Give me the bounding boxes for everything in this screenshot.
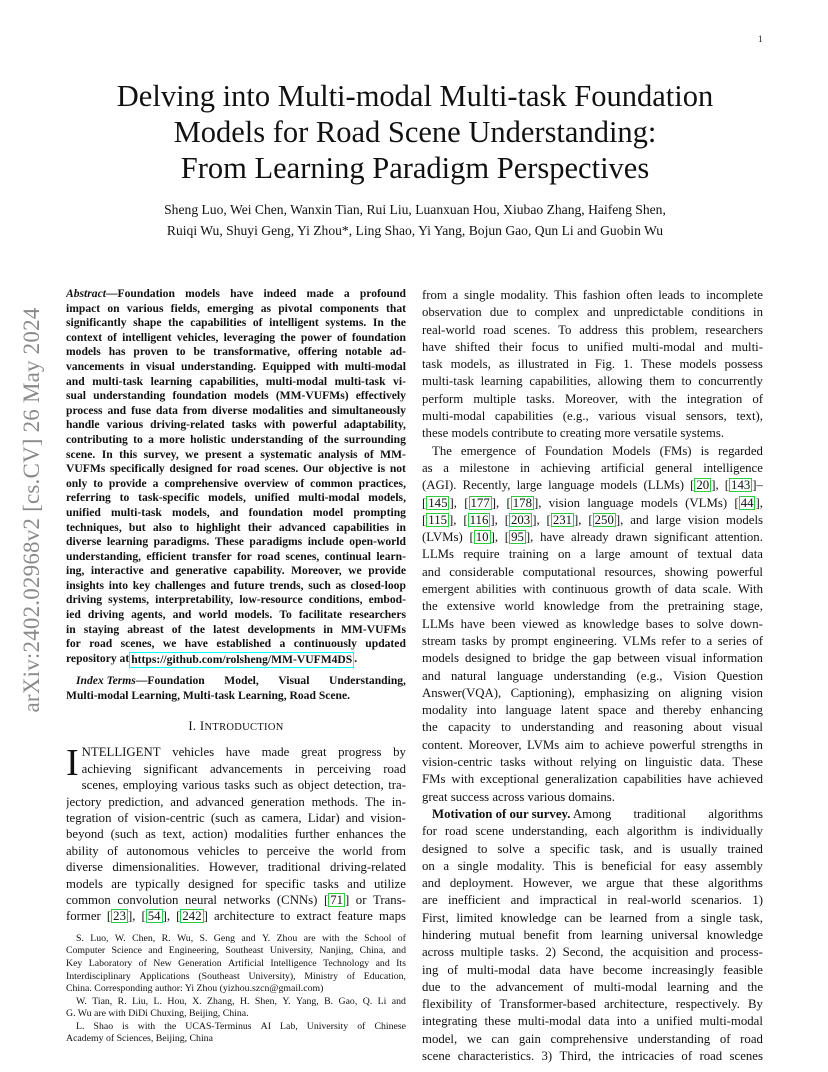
abstract-line: repository at https://github.com/rolsheng/MM-VUFM4DS . xyxy=(66,652,406,669)
abstract-line: context of intelligent vehicles, leveraging the power of foundation xyxy=(66,330,406,344)
title-line: From Learning Paradigm Perspectives xyxy=(180,151,650,185)
index-terms-line: Index Terms—Foundation Model, Visual Understanding, xyxy=(76,674,406,688)
body-line: on a single modality. This is beneficial for easy assembly xyxy=(422,858,763,873)
body-line: [ 145 ], [ 177 ], [ 178 ], vision language models (VLMs) [ 44 ], xyxy=(422,495,763,510)
body-line: stream tasks by prompt engineering. VLMs refer to a series of xyxy=(422,633,763,648)
body-line: LLMs have been viewed as knowledge bases to solve down- xyxy=(422,616,763,631)
abstract-line: impact on various fields, emerging as pivotal components that xyxy=(66,301,406,315)
arxiv-stamp-text: arXiv:2402.02968v2 [cs.CV] 26 May 2024 xyxy=(19,307,44,713)
footnote-line: W. Tian, R. Liu, L. Hou, X. Zhang, H. Shen, Y. Yang, B. Gao, Q. Li and xyxy=(76,995,406,1007)
title-line: Delving into Multi-modal Multi-task Foundation xyxy=(116,79,714,113)
intro-line: ability of autonomous vehicles to perceive the world from xyxy=(66,843,406,858)
body-line: observation due to complex and unpredictable conditions in xyxy=(422,305,763,320)
body-line: emergent abilities with continuous growth of data scale. With xyxy=(422,582,763,597)
body-line: across multiple tasks. 2) Second, the acquisition and process- xyxy=(422,945,763,960)
abstract-line: handle various driving-related tasks with powerful adaptability, xyxy=(66,418,406,432)
right-column xyxy=(422,287,763,1065)
intro-line: tegration of vision-centric (such as camera, Lidar) and vision- xyxy=(66,810,406,825)
intro-line: NTELLIGENT vehicles have made great progress by xyxy=(81,745,406,760)
body-line: [ 115 ], [ 116 ], [ 203 ], [ 231 ], [ 250 ], and large vision models xyxy=(422,512,763,527)
abstract-line: unified multi-task models, and foundation model prompting xyxy=(66,505,406,519)
abstract-line: for road scenes, we have established a continuously updated xyxy=(66,637,406,651)
intro-line: achieving significant advancements in perceiving road xyxy=(81,761,406,776)
footnote-line: China. Corresponding author: Yi Zhou (yizhou.szcn@gmail.com) xyxy=(66,983,324,995)
body-line: are inefficient and impractical in real-world scenarios. 1) xyxy=(422,893,763,908)
author-line: Sheng Luo, Wei Chen, Wanxin Tian, Rui Liu, Luanxuan Hou, Xiubao Zhang, Haifeng Shen, xyxy=(164,202,666,217)
intro-paragraph xyxy=(66,744,406,924)
drop-cap: I xyxy=(66,742,79,785)
body-line: from a single modality. This fashion often leads to incomplete xyxy=(422,288,763,302)
footnote-line: Interdisciplinary Applications (Southeast University), Ministry of Education, xyxy=(66,970,406,982)
intro-line: beyond (such as text, action) modalities further enhances the xyxy=(66,827,406,842)
body-line: modality into language latent space and thereby enhancing xyxy=(422,703,763,718)
body-line: flexibility of Transformer-based architecture, respectively. By xyxy=(422,997,763,1012)
body-line: the extensive world knowledge from the pretraining stage, xyxy=(422,599,763,614)
abstract-line: techniques, but also to highlight their advanced capabilities in xyxy=(66,520,406,534)
abstract-line: process and fuse data from diverse modalities and simultaneously xyxy=(66,403,406,417)
body-line: The emergence of Foundation Models (FMs) is regarded xyxy=(432,443,763,458)
abstract-line: insights into key challenges and future trends, such as closed-loop xyxy=(66,578,406,592)
title-line: Models for Road Scene Understanding: xyxy=(173,115,657,149)
abstract-line: models has proven to be transformative, offering notable ad- xyxy=(66,345,406,359)
page-number: 1 xyxy=(758,34,763,44)
body-line: the capacity to understanding and reasoning about visual xyxy=(422,720,763,735)
abstract-line: VUFMs specifically designed for road scenes. Our objective is not xyxy=(66,462,406,476)
author-list xyxy=(60,199,770,241)
intro-line: jectory prediction, and advanced generation methods. The in- xyxy=(66,794,406,809)
arxiv-stamp xyxy=(14,280,50,740)
body-line: for road scene understanding, each algorithm is individually xyxy=(422,824,763,839)
body-line: real-world road scenes. To address this problem, researchers xyxy=(422,322,763,337)
body-line: models designed to bridge the gap between visual information xyxy=(422,651,763,666)
body-line: due to the advancement of multi-modal learning and the xyxy=(422,979,763,994)
body-line: hindering mutual benefit from learning universal knowledge xyxy=(422,927,763,942)
abstract-line: scene. In this survey, we present a systematic analysis of MM- xyxy=(66,447,406,461)
index-terms xyxy=(66,674,406,703)
body-line: great success across various domains. xyxy=(422,789,615,804)
index-terms-line: Multi-modal Learning, Multi-task Learning, Road Scene. xyxy=(66,689,351,703)
footnote-line: Academy of Sciences, Beijing, China xyxy=(66,1033,213,1045)
body-line: ing of multi-modal data have become increasingly feasible xyxy=(422,962,763,977)
intro-line: scenes, employing various tasks such as object detection, tra- xyxy=(81,778,406,793)
body-line: have shifted their focus to unified multi-modal and multi- xyxy=(422,339,763,354)
abstract-line: referring to task-specific models, unified multi-modal models, xyxy=(66,491,406,505)
abstract-line: driving systems, interpretability, low-resource conditions, embod- xyxy=(66,593,406,607)
left-column xyxy=(66,287,406,1046)
abstract-line: contributing to a more holistic understanding of the surrounding xyxy=(66,432,406,446)
abstract xyxy=(66,287,406,668)
body-line: multi-modal capabilities (e.g., various visual sensors, text), xyxy=(422,409,763,424)
body-line: First, limited knowledge can be learned from a single task, xyxy=(422,910,763,925)
abstract-line: Abstract—Foundation models have indeed made a profound xyxy=(66,287,406,300)
body-line: FMs with exceptional generalization capabilities have achieved xyxy=(422,772,763,787)
body-line: task models, as illustrated in Fig. 1. These models possess xyxy=(422,357,763,372)
section-heading: I. INTRODUCTION xyxy=(188,718,284,733)
intro-line: former [ 23 ], [ 54 ], [ 242 ] architecture to extract feature maps xyxy=(66,909,406,924)
abstract-line: only to provide a comprehensive overview of common practices, xyxy=(66,476,406,490)
author-line: Ruiqi Wu, Shuyi Geng, Yi Zhou*, Ling Shao, Yi Yang, Bojun Gao, Qun Li and Guobin Wu xyxy=(166,223,664,238)
paper-title xyxy=(60,78,770,186)
footnote-line: G. Wu are with DiDi Chuxing, Beijing, China. xyxy=(66,1008,249,1020)
body-line: vision-centric tasks without relying on linguistic data. These xyxy=(422,755,763,770)
abstract-line: significantly shape the capabilities of intelligent systems. In the xyxy=(66,316,406,330)
body-line: as a milestone in achieving artificial general intelligence xyxy=(422,460,763,475)
footnote-line: S. Luo, W. Chen, R. Wu, S. Geng and Y. Zhou are with the School of xyxy=(76,932,406,944)
body-line: scene characteristics. 3) Third, the intricacies of road scenes xyxy=(422,1049,763,1064)
body-line: designed to solve a specific task, and is usually trained xyxy=(422,841,763,856)
repository-link[interactable]: https://github.com/rolsheng/MM-VUFM4DS xyxy=(129,652,354,669)
body-line: integrating these multi-modal data into a unified multi-modal xyxy=(422,1014,763,1029)
intro-line: diverse dimensionalities. However, traditional driving-related xyxy=(66,860,406,875)
intro-line: common convolution neural networks (CNNs) [ 71 ] or Trans- xyxy=(66,892,406,907)
body-line: and natural language understanding (e.g., Vision Question xyxy=(422,668,763,683)
body-line: Answer(VQA), Captioning), emphasizing on aligning vision xyxy=(422,685,763,700)
body-line: multi-task learning capabilities, allowing them to concurrently xyxy=(422,374,763,389)
footnote-line: L. Shao is with the UCAS-Terminus AI Lab, University of Chinese xyxy=(76,1020,406,1032)
abstract-line: and multi-task learning capabilities, multi-modal multi-task vi- xyxy=(66,374,406,388)
body-line: (AGI). Recently, large language models (LLMs) [ 20 ], [ 143 ]– xyxy=(422,478,763,493)
footnote-line: Key Laboratory of New Generation Artificial Intelligence Technology and Its xyxy=(66,957,406,969)
body-line: these models contribute to creating more versatile systems. xyxy=(422,426,725,441)
body-line: LLMs require training on a large amount of textual data xyxy=(422,547,763,562)
body-line: content. Moreover, LVMs aim to achieve powerful strengths in xyxy=(422,737,763,752)
footnote-line: Computer Science and Engineering, Southeast University, Nanjing, China, and xyxy=(66,945,406,957)
footnotes xyxy=(66,933,406,1046)
body-line: Motivation of our survey. Among traditional algorithms xyxy=(432,806,763,821)
body-line: and considerable computational resources, showing powerful xyxy=(422,564,763,579)
abstract-line: diverse learning paradigms. These paradigms include open-world xyxy=(66,535,406,549)
body-line: and deployment. However, we argue that these algorithms xyxy=(422,876,763,891)
abstract-line: understanding, efficient transfer for road scenes, continual learn- xyxy=(66,549,406,563)
body-line: perform multiple tasks. Moreover, with the integration of xyxy=(422,391,763,406)
abstract-line: vancements in visual understanding. Equipped with multi-modal xyxy=(66,359,406,373)
abstract-line: ied driving agents, and world models. To facilitate researchers xyxy=(66,608,406,622)
body-line: model, we can gain comprehensive understanding of road xyxy=(422,1031,763,1046)
intro-line: models are typically designed for specific tasks and utilize xyxy=(66,876,406,891)
abstract-line: sual understanding foundation models (MM-VUFMs) effectively xyxy=(66,389,406,403)
body-line: (LVMs) [ 10 ], [ 95 ], have already drawn significant attention. xyxy=(422,530,763,545)
abstract-line: in staying abreast of the latest developments in MM-VUFMs xyxy=(66,622,406,636)
abstract-line: ing, interactive and generative capability. Moreover, we provide xyxy=(66,564,406,578)
